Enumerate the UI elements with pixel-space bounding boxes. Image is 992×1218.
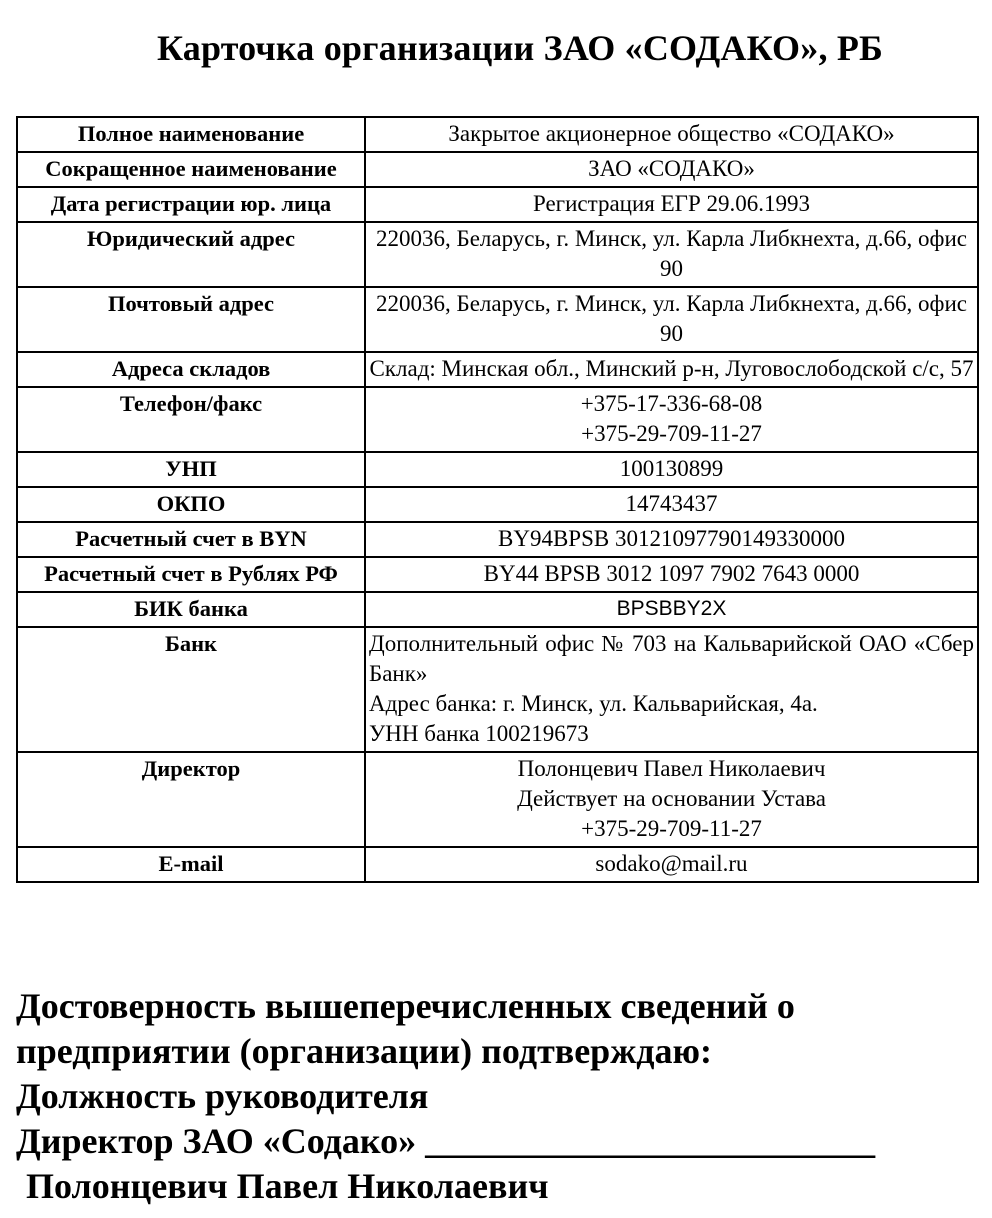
- row-value-line: BPSBBY2X: [616, 597, 727, 620]
- table-row: [17, 117, 978, 152]
- row-value: [365, 627, 978, 752]
- row-value-line: 100130899: [619, 456, 724, 481]
- table-row: [17, 847, 978, 882]
- table-row: [17, 222, 978, 287]
- row-value-line: +375-29-709-11-27: [581, 816, 762, 841]
- organization-card-table: [16, 116, 979, 883]
- row-value-line: Дополнительный офис № 703 на Кальварийской ОАО «Сбер Банк»: [369, 631, 974, 686]
- row-label: E-mail: [17, 847, 365, 882]
- confirmation-line: Достоверность вышеперечисленных сведений о: [16, 986, 795, 1026]
- row-value-line: BY44 BPSB 3012 1097 7902 7643 0000: [483, 561, 860, 586]
- row-value: [365, 222, 978, 287]
- row-label: ОКПО: [17, 487, 365, 522]
- table-row: [17, 592, 978, 627]
- row-label: УНП: [17, 452, 365, 487]
- row-label: Директор: [17, 752, 365, 847]
- row-value-line: Закрытое акционерное общество «СОДАКО»: [448, 121, 895, 146]
- row-value-line: Действует на основании Устава: [517, 786, 826, 811]
- row-label: Сокращенное наименование: [17, 152, 365, 187]
- row-value-line: BY94BPSB 30121097790149330000: [498, 526, 845, 551]
- row-value: [365, 592, 978, 627]
- director-name: Полонцевич Павел Николаевич: [26, 1166, 549, 1206]
- row-value-line: Регистрация ЕГР 29.06.1993: [532, 191, 811, 216]
- row-value-line: 220036, Беларусь, г. Минск, ул. Карла Либкнехта, д.66, офис 90: [376, 226, 967, 281]
- table-row: [17, 452, 978, 487]
- row-value-line: Склад: Минская обл., Минский р-н, Луговослободской с/с, 57: [369, 356, 974, 381]
- row-value-line: 220036, Беларусь, г. Минск, ул. Карла Либкнехта, д.66, офис 90: [376, 291, 967, 346]
- row-value-line: sodako@mail.ru: [595, 851, 748, 876]
- row-value: [365, 352, 978, 387]
- table-row: [17, 752, 978, 847]
- confirmation-line: предприятии (организации) подтверждаю:: [16, 1031, 713, 1071]
- row-label: Дата регистрации юр. лица: [17, 187, 365, 222]
- row-value-line: Адрес банка: г. Минск, ул. Кальварийская, 4а.: [369, 691, 818, 716]
- table-row: [17, 627, 978, 752]
- table-row: [17, 187, 978, 222]
- row-value: [365, 487, 978, 522]
- signature-line: Директор ЗАО «Содако» _________________________: [16, 1121, 876, 1161]
- table-row: [17, 352, 978, 387]
- table-row: [17, 487, 978, 522]
- row-label: Банк: [17, 627, 365, 752]
- row-label: Телефон/факс: [17, 387, 365, 452]
- row-value-line: УНН банка 100219673: [369, 721, 589, 746]
- row-value: [365, 752, 978, 847]
- row-value: [365, 152, 978, 187]
- table-row: [17, 287, 978, 352]
- row-label: Юридический адрес: [17, 222, 365, 287]
- row-value-line: +375-17-336-68-08: [580, 391, 763, 416]
- row-label: Полное наименование: [17, 117, 365, 152]
- row-label: БИК банка: [17, 592, 365, 627]
- row-value-line: ЗАО «СОДАКО»: [588, 156, 755, 181]
- position-heading: Должность руководителя: [16, 1076, 429, 1116]
- confirmation-block: [16, 984, 976, 1209]
- row-value: [365, 522, 978, 557]
- table-row: [17, 152, 978, 187]
- row-value-line: +375-29-709-11-27: [581, 421, 762, 446]
- row-value: [365, 557, 978, 592]
- row-label: Почтовый адрес: [17, 287, 365, 352]
- row-value: [365, 117, 978, 152]
- row-value: [365, 847, 978, 882]
- table-row: [17, 522, 978, 557]
- row-value: [365, 287, 978, 352]
- table-row: [17, 557, 978, 592]
- row-label: Расчетный счет в BYN: [17, 522, 365, 557]
- row-value: [365, 452, 978, 487]
- row-value: [365, 187, 978, 222]
- row-label: Адреса складов: [17, 352, 365, 387]
- row-value-line: Полонцевич Павел Николаевич: [517, 756, 826, 781]
- table-row: [17, 387, 978, 452]
- row-value-line: 14743437: [625, 491, 718, 516]
- row-label: Расчетный счет в Рублях РФ: [17, 557, 365, 592]
- page-title: Карточка организации ЗАО «СОДАКО», РБ: [156, 28, 884, 68]
- row-value: [365, 387, 978, 452]
